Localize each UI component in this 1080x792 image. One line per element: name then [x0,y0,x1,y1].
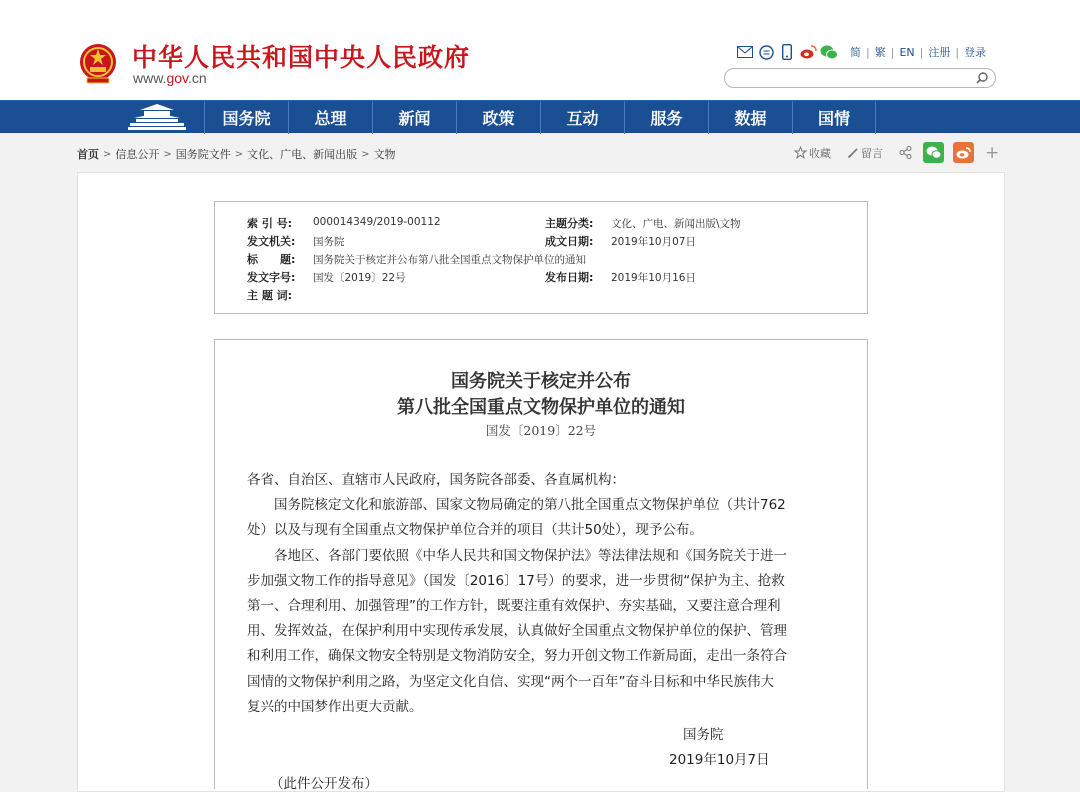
text-line: 步加强文物工作的指导意见》（国发〔2016〕17号）的要求，进一步贯彻“保护为主、抢救 [247,572,785,589]
document-meta-box [214,201,868,314]
nav-item-premier[interactable]: 总理 [288,101,372,134]
lang-english-link[interactable]: EN [899,45,915,59]
chevron-right-icon: > [234,148,244,160]
url-domain: gov [166,70,188,86]
nav-items [204,101,876,134]
nav-item-state-council[interactable]: 国务院 [204,101,288,134]
text-line: 国务院核定文化和旅游部、国家文物局确定的第八批全国重点文物保护单位（共计762 [247,497,786,514]
comment-button[interactable] [847,145,883,161]
text-line: 各省、自治区、直辖市人民政府，国务院各部委、各直属机构： [247,472,625,488]
nav-item-services[interactable]: 服务 [624,101,708,134]
document-number: 国发〔2019〕22号 [485,423,597,438]
meta-created-value: 2019年10月07日 [611,236,696,248]
message-icon[interactable] [758,44,774,60]
register-link[interactable]: 注册 [928,46,951,59]
meta-docno-value: 国发〔2019〕22号 [313,272,406,284]
weibo-icon[interactable] [800,44,816,60]
document-signature: 国务院 [683,727,724,743]
search-icon[interactable] [975,71,989,85]
text-line: 处）以及与现有全国重点文物保护单位合并的项目（共计50处），现予公布。 [247,522,703,539]
meta-index-value: 000014349/2019-00112 [313,216,441,228]
login-link[interactable]: 登录 [964,46,987,59]
meta-published-label: 发布日期: [545,271,594,284]
breadcrumb-info-public[interactable]: 信息公开 [115,148,160,161]
tiananmen-home-icon[interactable] [126,102,188,132]
text-line: 用、发挥效益，在保护利用中实现传承发展，认真做好全国重点文物保护单位的保护、管理 [247,623,787,640]
site-header [0,0,1080,100]
national-emblem-icon[interactable] [78,40,118,86]
lang-traditional-link[interactable]: 繁 [874,46,886,59]
chevron-right-icon: > [361,148,370,160]
star-icon [794,146,807,159]
meta-category-value: 文化、广电、新闻出版\文物 [611,218,741,230]
meta-docno-label: 发文字号: [247,271,296,284]
text-line: 各地区、各部门要依照《中华人民共和国文物保护法》等法律法规和《国务院关于进一 [247,547,787,564]
text-line: 和利用工作，确保文物安全特别是文物消防安全，努力开创文物工作新局面，走出一条符合 [247,648,787,665]
document-body [214,339,868,789]
url-prefix: www. [133,70,167,86]
nav-item-interaction[interactable]: 互动 [540,101,624,134]
meta-index-label: 索 引 号: [247,217,293,230]
wechat-icon [926,146,942,159]
meta-category-label: 主题分类: [545,217,594,230]
favorite-button[interactable] [794,145,831,161]
wechat-share-button[interactable] [923,142,944,163]
nav-item-national-info[interactable]: 国情 [792,101,876,134]
chevron-right-icon: > [163,148,172,160]
nav-item-data[interactable]: 数据 [708,101,792,134]
breadcrumb-home[interactable]: 首页 [77,148,99,161]
wechat-icon[interactable] [821,44,837,60]
url-suffix: .cn [188,70,207,86]
meta-issuer-label: 发文机关: [247,235,296,248]
text-line: 国情的文物保护利用之路，为坚定文化自信、实现“两个一百年”奋斗目标和中华民族伟大 [247,673,774,690]
nav-item-policy[interactable]: 政策 [456,101,540,134]
meta-keywords-label: 主 题 词: [247,289,293,302]
separator: | [866,45,870,59]
meta-issuer-value: 国务院 [313,236,345,248]
share-button[interactable] [899,146,914,159]
document-title-line1: 国务院关于核定并公布 [451,371,631,392]
weibo-share-button[interactable] [953,142,974,163]
text-line: 第一、合理利用、加强管理”的工作方针，既要注重有效保护、夯实基础，又要注意合理利 [247,598,781,615]
favorite-label: 收藏 [809,146,831,160]
mobile-icon[interactable] [779,44,795,60]
breadcrumb-culture[interactable]: 文化、广电、新闻出版 [247,148,358,161]
mail-icon[interactable] [737,44,753,60]
nav-item-news[interactable]: 新闻 [372,101,456,134]
text-line: 复兴的中国梦作出更大贡献。 [247,698,423,715]
meta-title-value: 国务院关于核定并公布第八批全国重点文物保护单位的通知 [313,254,586,266]
lang-simplified-link[interactable]: 简 [850,46,861,59]
document-text [247,468,847,720]
separator: | [919,45,924,59]
chevron-right-icon: > [103,148,112,160]
separator: | [955,45,960,59]
document-date: 2019年10月7日 [669,752,770,768]
publication-note: （此件公开发布） [270,776,378,792]
more-share-button[interactable]: + [985,142,1000,163]
share-icon [899,146,912,159]
comment-label: 留言 [861,146,883,160]
document-title-line2: 第八批全国重点文物保护单位的通知 [397,397,685,418]
utility-bar [737,42,991,62]
breadcrumb [76,146,397,162]
pencil-icon [847,147,859,159]
site-title[interactable]: 中华人民共和国中央人民政府 [132,43,471,72]
meta-published-value: 2019年10月16日 [611,272,696,284]
search-input[interactable] [735,72,975,90]
breadcrumb-state-council-docs[interactable]: 国务院文件 [175,148,231,161]
separator: | [890,45,895,59]
weibo-icon [956,147,971,159]
search-box [724,68,996,88]
site-url[interactable] [133,70,207,86]
meta-created-label: 成文日期: [545,235,594,248]
meta-title-label: 标 题: [247,253,296,266]
page-tools [794,142,999,163]
breadcrumb-relics[interactable]: 文物 [373,148,396,161]
main-nav [0,100,1080,133]
